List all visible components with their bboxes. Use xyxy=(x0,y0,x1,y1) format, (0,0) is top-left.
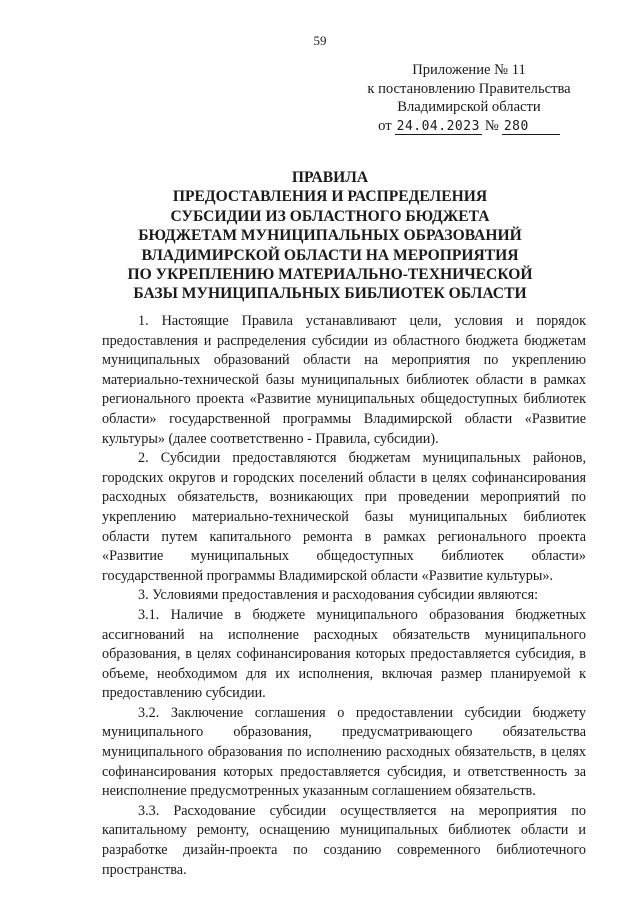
appendix-resolution-ref: к постановлению Правительства xyxy=(367,80,571,97)
title-line: ПО УКРЕПЛЕНИЮ МАТЕРИАЛЬНО-ТЕХНИЧЕСКОЙ xyxy=(127,266,533,284)
title-line: БЮДЖЕТАМ МУНИЦИПАЛЬНЫХ ОБРАЗОВАНИЙ xyxy=(138,227,522,245)
title-line: ПРЕДОСТАВЛЕНИЯ И РАСПРЕДЕЛЕНИЯ xyxy=(172,188,488,206)
order-number: 280 xyxy=(502,119,560,135)
title-line: СУБСИДИИ ИЗ ОБЛАСТНОГО БЮДЖЕТА xyxy=(170,207,490,225)
title-line: ВЛАДИМИРСКОЙ ОБЛАСТИ НА МЕРОПРИЯТИЯ xyxy=(141,246,519,264)
paragraph-3-2: 3.2. Заключение соглашения о предоставлении субсидии бюджету муниципального образования, предусматривающего обязательства муниципального образования по исполнению расходных обязательств, в целях софинансирования которых предоставляется субсидия, и ответственность за неисполнение предусмотренных указанным соглашением обязательств. xyxy=(102,704,586,800)
title-line: ПРАВИЛА xyxy=(291,169,369,186)
appendix-header xyxy=(354,61,584,135)
document-title xyxy=(80,168,580,304)
paragraph-1: 1. Настоящие Правила устанавливают цели, условия и порядок предоставления и распределения субсидии из областного бюджета бюджетам муниципальных образований области на мероприятия по укреплению материально-технической базы муниципальных библиотек области в рамках регионального проекта «Развитие муниципальных общедоступных библиотек области» государственной программы Владимирской области «Развитие культуры» (далее соответственно - Правила, субсидии). xyxy=(102,313,586,447)
appendix-order-line xyxy=(354,117,584,136)
order-date: 24.04.2023 xyxy=(396,118,480,134)
paragraph-3-3: 3.3. Расходование субсидии осуществляется на мероприятия по капитальному ремонту, оснащению муниципальных библиотек области и разработке дизайн-проекта по созданию современного библиотечного пространства. xyxy=(102,802,586,878)
title-line: БАЗЫ МУНИЦИПАЛЬНЫХ БИБЛИОТЕК ОБЛАСТИ xyxy=(133,285,527,303)
paragraph-3: 3. Условиями предоставления и расходования субсидии являются: xyxy=(138,587,539,604)
paragraph-2: 2. Субсидии предоставляются бюджетам муниципальных районов, городских округов и городских поселений области в целях софинансирования расходных обязательств, возникающих при проведении мероприятий по укреплению материально-технической базы муниципальных библиотек области путем капитального ремонта в рамках регионального проекта «Развитие муниципальных общедоступных библиотек области» государственной программы Владимирской области «Развитие культуры». xyxy=(102,450,586,584)
number-prefix: № xyxy=(484,117,499,134)
appendix-region: Владимирской области xyxy=(397,99,541,115)
date-prefix: от xyxy=(378,117,392,134)
appendix-title: Приложение № 11 xyxy=(412,62,526,78)
document-body xyxy=(102,312,586,880)
paragraph-3-1: 3.1. Наличие в бюджете муниципального образования бюджетных ассигнований на исполнение расходных обязательств муниципального образования, в целях софинансирования которых предоставляется субсидия, в объеме, необходимом для их исполнения, включая размер планируемой к предоставлению субсидии. xyxy=(102,606,586,702)
page-number: 59 xyxy=(313,33,327,48)
